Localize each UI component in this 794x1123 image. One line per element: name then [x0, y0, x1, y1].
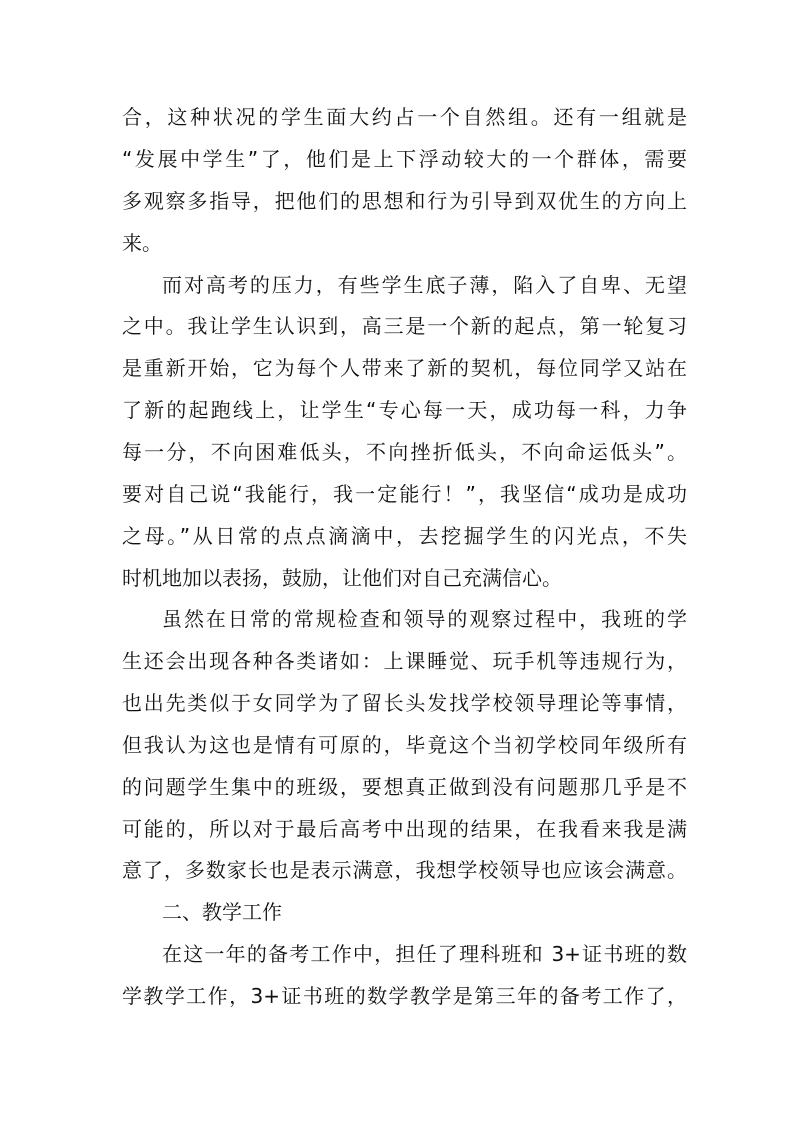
- text-line: 也出先类似于女同学为了留长头发找学校领导理论等事情，: [122, 691, 687, 715]
- text-line: 了新的起跑线上，让学生“专心每一天，成功每一科，力争: [122, 398, 687, 422]
- text-line: 每一分，不向困难低头，不向挫折低头，不向命运低头”。: [122, 440, 687, 464]
- text-line: 但我认为这也是情有可原的，毕竟这个当初学校同年级所有: [122, 733, 687, 757]
- text-line: 合，这种状况的学生面大约占一个自然组。还有一组就是: [122, 105, 687, 129]
- text-line: 来。: [122, 231, 162, 255]
- text-line: 虽然在日常的常规检查和领导的观察过程中，我班的学: [162, 607, 687, 631]
- text-line: 的问题学生集中的班级，要想真正做到没有问题那几乎是不: [122, 775, 687, 799]
- text-line: 学教学工作，3+证书班的数学教学是第三年的备考工作了，: [122, 984, 687, 1008]
- text-line: 而对高考的压力，有些学生底子薄，陷入了自卑、无望: [162, 273, 687, 297]
- text-line: 在这一年的备考工作中，担任了理科班和 3+证书班的数: [162, 942, 687, 966]
- text-line: 可能的，所以对于最后高考中出现的结果，在我看来我是满: [122, 817, 687, 841]
- text-line: 是重新开始，它为每个人带来了新的契机，每位同学又站在: [122, 356, 687, 380]
- section-heading: 二、教学工作: [162, 900, 282, 924]
- text-line: 要对自己说“我能行，我一定能行！”，我坚信“成功是成功: [122, 482, 687, 506]
- text-line: 之母。”从日常的点点滴滴中，去挖掘学生的闪光点，不失: [122, 524, 687, 548]
- text-line: 之中。我让学生认识到，高三是一个新的起点，第一轮复习: [122, 314, 687, 338]
- text-line: 意了，多数家长也是表示满意，我想学校领导也应该会满意。: [122, 858, 687, 882]
- text-line: 时机地加以表扬，鼓励，让他们对自己充满信心。: [122, 566, 562, 590]
- text-line: “发展中学生”了，他们是上下浮动较大的一个群体，需要: [122, 147, 687, 171]
- text-line: 生还会出现各种各类诸如：上课睡觉、玩手机等违规行为，: [122, 649, 687, 673]
- text-line: 多观察多指导，把他们的思想和行为引导到双优生的方向上: [122, 189, 687, 213]
